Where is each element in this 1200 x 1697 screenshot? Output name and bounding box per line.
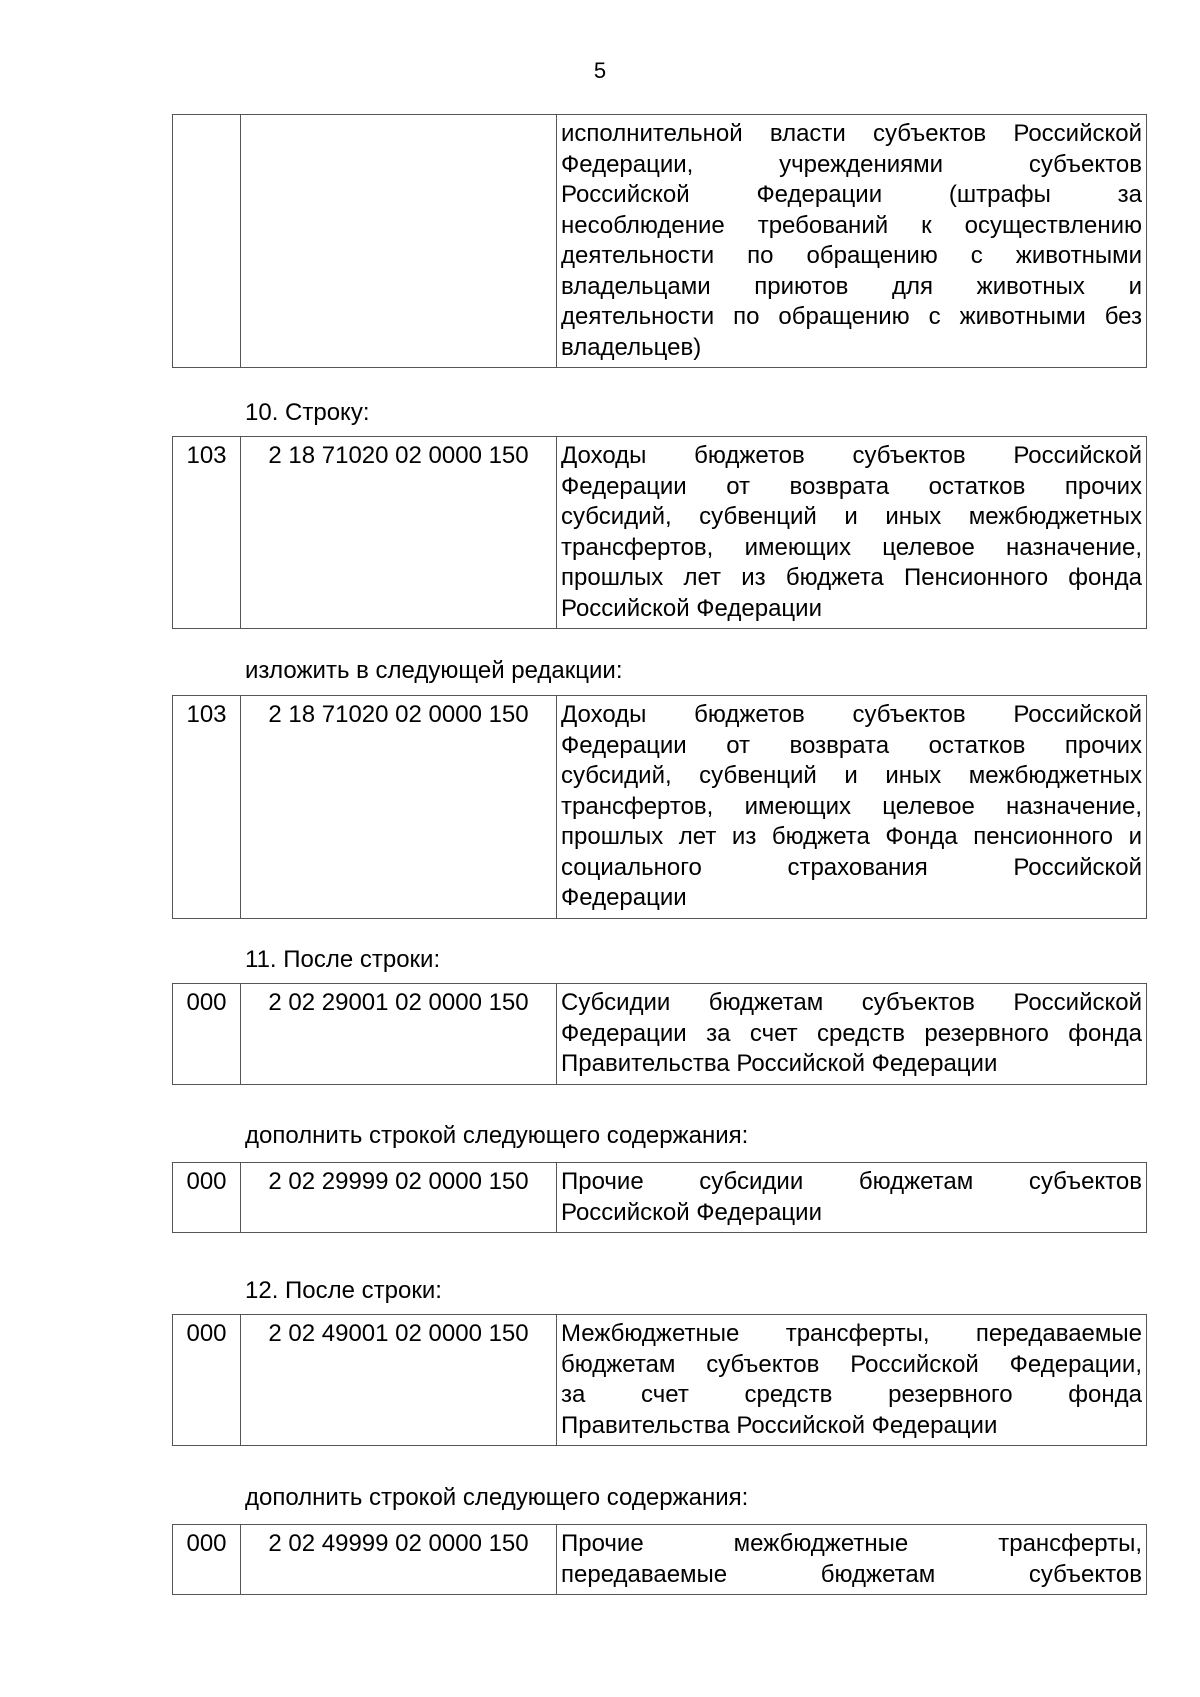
name-cell	[557, 1163, 1147, 1233]
name-cell	[557, 437, 1147, 629]
name-line: Российской Федерации	[561, 1198, 822, 1226]
name-cell	[557, 115, 1147, 368]
name-cell	[557, 696, 1147, 919]
table-12-new	[172, 1524, 1147, 1595]
name-line: субсидий, субвенций и иных межбюджетных	[561, 503, 1142, 530]
table-10-new	[172, 695, 1147, 919]
name-line: бюджетам субъектов Российской Федерации,	[561, 1350, 1142, 1378]
code-cell: 000	[173, 1163, 241, 1233]
name-line: владельцев)	[561, 333, 702, 361]
table-11-new	[172, 1162, 1147, 1233]
table-row	[173, 115, 1147, 368]
table-row	[173, 696, 1147, 919]
name-line: Прочие межбюджетные трансферты,	[561, 1530, 1142, 1557]
name-line: Субсидии бюджетам субъектов Российской	[561, 989, 1142, 1016]
table-row	[173, 984, 1147, 1085]
table-10-old	[172, 436, 1147, 629]
code-cell: 000	[173, 984, 241, 1085]
code-cell	[173, 115, 241, 368]
kbk-cell: 2 02 29999 02 0000 150	[241, 1163, 557, 1233]
name-line: Федерации от возврата остатков прочих	[561, 472, 1142, 500]
name-line: Межбюджетные трансферты, передаваемые	[561, 1320, 1142, 1347]
name-line: деятельности по обращению с животными без	[561, 303, 1142, 330]
table-11-old	[172, 983, 1147, 1085]
name-line: Федерации от возврата остатков прочих	[561, 731, 1142, 759]
kbk-cell: 2 02 29001 02 0000 150	[241, 984, 557, 1085]
table-12-old	[172, 1314, 1147, 1446]
name-line: несоблюдение требований к осуществлению	[561, 211, 1142, 239]
name-line: за счет средств резервного фонда	[561, 1381, 1142, 1408]
code-cell: 103	[173, 437, 241, 629]
name-line: Правительства Российской Федерации	[561, 1411, 998, 1439]
name-line: деятельности по обращению с животными	[561, 242, 1142, 269]
name-line: прошлых лет из бюджета Пенсионного фонда	[561, 564, 1142, 591]
name-line: социального страхования Российской	[561, 853, 1142, 881]
name-line: Прочие субсидии бюджетам субъектов	[561, 1168, 1142, 1195]
name-line: Доходы бюджетов субъектов Российской	[561, 442, 1142, 469]
name-cell	[557, 1525, 1147, 1595]
name-line: Российской Федерации (штрафы за	[561, 181, 1142, 208]
kbk-cell: 2 18 71020 02 0000 150	[241, 437, 557, 629]
table-row	[173, 1525, 1147, 1595]
paragraph-10: 10. Строку:	[245, 399, 370, 426]
paragraph-12: 12. После строки:	[245, 1277, 442, 1304]
paragraph-11: 11. После строки:	[245, 946, 441, 973]
paragraph-10b: изложить в следующей редакции:	[245, 657, 623, 684]
table-row	[173, 1163, 1147, 1233]
kbk-cell: 2 02 49999 02 0000 150	[241, 1525, 557, 1595]
code-cell: 000	[173, 1315, 241, 1446]
name-line: Правительства Российской Федерации	[561, 1050, 998, 1077]
name-cell	[557, 984, 1147, 1085]
paragraph-11b: дополнить строкой следующего содержания:	[245, 1122, 749, 1149]
name-line: Доходы бюджетов субъектов Российской	[561, 701, 1142, 728]
name-line: Федерации за счет средств резервного фонда	[561, 1019, 1142, 1047]
name-line: передаваемые бюджетам субъектов	[561, 1560, 1142, 1588]
name-cell	[557, 1315, 1147, 1446]
name-line: Федерации	[561, 884, 687, 911]
name-line: Федерации, учреждениями субъектов	[561, 150, 1142, 178]
name-line: субсидий, субвенций и иных межбюджетных	[561, 762, 1142, 789]
table-row	[173, 437, 1147, 629]
name-line: исполнительной власти субъектов Российской	[561, 120, 1142, 147]
name-line: владельцами приютов для животных и	[561, 272, 1142, 300]
continuation-table	[172, 114, 1147, 368]
kbk-cell: 2 02 49001 02 0000 150	[241, 1315, 557, 1446]
name-line: прошлых лет из бюджета Фонда пенсионного и	[561, 823, 1142, 850]
paragraph-12b: дополнить строкой следующего содержания:	[245, 1484, 749, 1511]
code-cell: 000	[173, 1525, 241, 1595]
kbk-cell	[241, 115, 557, 368]
name-line: Российской Федерации	[561, 594, 822, 622]
name-line: трансфертов, имеющих целевое назначение,	[561, 533, 1142, 561]
name-line: трансфертов, имеющих целевое назначение,	[561, 792, 1142, 820]
kbk-cell: 2 18 71020 02 0000 150	[241, 696, 557, 919]
code-cell: 103	[173, 696, 241, 919]
page-number: 5	[593, 58, 607, 83]
table-row	[173, 1315, 1147, 1446]
